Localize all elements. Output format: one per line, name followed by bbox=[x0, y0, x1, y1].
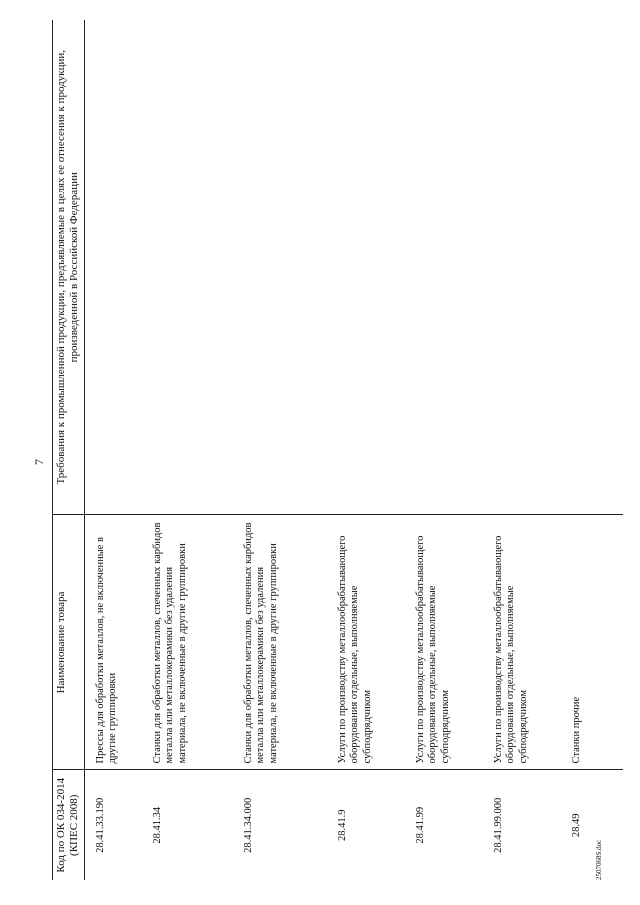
table-continuation-row bbox=[611, 20, 623, 880]
row-requirements bbox=[234, 20, 325, 515]
row-name: Услуги по производству металлообрабатывающего оборудования отдельные, выполняемые субподрядчиком bbox=[481, 515, 559, 770]
row-code: 28.41.99 bbox=[414, 806, 426, 844]
table-row bbox=[143, 20, 234, 880]
row-name: Станки прочие bbox=[559, 515, 611, 770]
row-code: 28.41.9 bbox=[336, 809, 348, 841]
row-name: Услуги по производству металлообрабатывающего оборудования отдельные, выполняемые субподрядчиком bbox=[403, 515, 481, 770]
table-row bbox=[234, 20, 325, 880]
row-name: Станки для обработки металлов, спеченных карбидов металла или металлокерамики без удаления материала, не включенные в другие группировки bbox=[143, 515, 234, 770]
table-row bbox=[403, 20, 481, 880]
header-code: Код по ОК 034-2014 (КПЕС 2008) bbox=[53, 770, 85, 880]
table-row bbox=[559, 20, 611, 880]
header-name: Наименование товара bbox=[53, 515, 85, 770]
table-header-row bbox=[53, 20, 85, 880]
header-requirements: Требования к промышленной продукции, предъявляемые в целях ее отнесения к продукции, произведенной в Российской Федерации bbox=[53, 20, 85, 515]
row-requirements bbox=[481, 20, 559, 515]
row-requirements bbox=[84, 20, 143, 515]
table-row bbox=[481, 20, 559, 880]
rotated-landscape-sheet bbox=[30, 20, 610, 880]
row-requirements bbox=[559, 20, 611, 515]
goods-requirements-table bbox=[52, 20, 623, 880]
row-code: 28.41.34 bbox=[151, 806, 163, 844]
row-name: Услуги по производству металлообрабатывающего оборудования отдельные, выполняемые субподрядчиком bbox=[325, 515, 403, 770]
row-requirements bbox=[325, 20, 403, 515]
row-name: Прессы для обработки металлов, не включенные в другие группировки bbox=[84, 515, 143, 770]
table-row bbox=[84, 20, 143, 880]
table-row bbox=[325, 20, 403, 880]
row-requirements bbox=[143, 20, 234, 515]
row-requirements bbox=[403, 20, 481, 515]
row-code: 28.41.33.190 bbox=[94, 797, 106, 853]
row-name: Станки для обработки металлов, спеченных карбидов металла или металлокерамики без удаления материала, не включенные в другие группировки bbox=[234, 515, 325, 770]
row-code: 28.41.34.000 bbox=[242, 797, 254, 853]
page-number: 7 bbox=[32, 459, 46, 465]
footer-file-code: 2507068S.doc bbox=[595, 839, 603, 880]
row-code: 28.41.99.000 bbox=[492, 797, 504, 853]
row-code: 28.49 bbox=[570, 813, 582, 838]
